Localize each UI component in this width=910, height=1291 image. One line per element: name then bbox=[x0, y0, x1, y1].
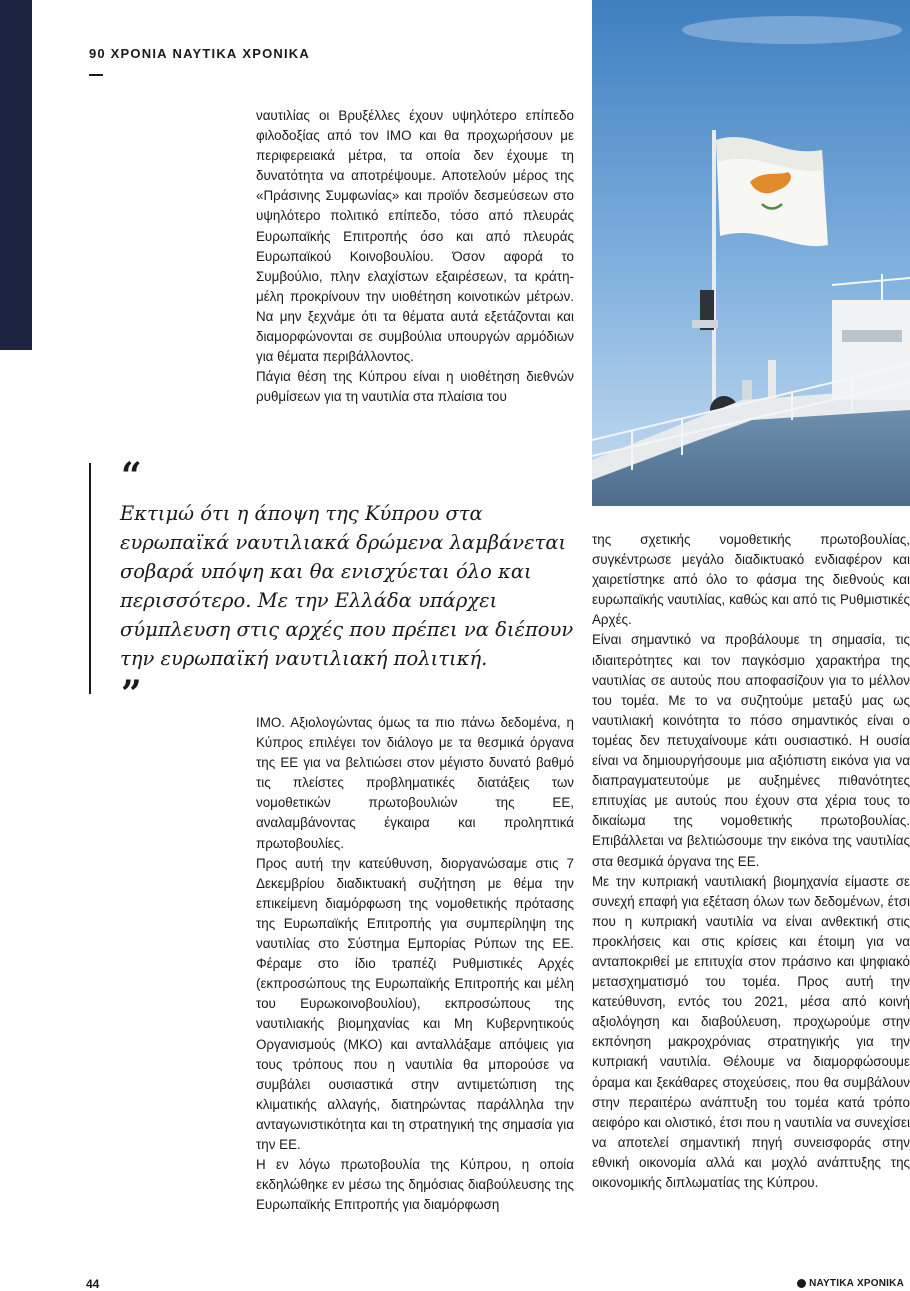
header-rule bbox=[89, 74, 103, 76]
paragraph: ΙΜΟ. Αξιολογώντας όμως τα πιο πάνω δεδομένα, η Κύπρος επιλέγει τον διάλογο με τα θεσμικά όργανα της ΕΕ για να βελτιώσει στον μέγιστο δυνατό βαθμό τις πλείστες προβληματικές διατάξεις των νομοθετικών πρωτοβουλιών της ΕΕ, αναλαμβάνοντας έγκαιρα και προληπτικά πρωτοβουλίες. bbox=[256, 715, 574, 851]
pull-quote-rule bbox=[89, 463, 91, 694]
open-quote-icon: “ bbox=[121, 455, 142, 497]
paragraph: Με την κυπριακή ναυτιλιακή βιομηχανία είμαστε σε συνεχή επαφή για εξέταση όλων των δεδομένων, έτσι που η κυπριακή ναυτιλία να είναι ανθεκτική στις προκλήσεις και στις κρίσεις και έτοιμη για να ανταποκριθεί με επιτυχία στον πράσινο και ψηφιακό μετασχηματισμό του τομέα. Προς αυτή την κατεύθυνση, εντός του 2021, μέσα από κοινή αξιολόγηση και διαβούλευση, προχωρούμε στην εκπόνηση μακροχρόνιας στρατηγικής για την κυπριακή ναυτιλία. Θέλουμε να διαμορφώσουμε όραμα και ξεκάθαρες στοχεύσεις, που θα συμβάλουν στην περαιτέρω ανάπτυξη του τομέα κατά τρόπο αειφόρο και ολιστικό, έτσι που η ναυτιλία να συνεχίσει να αποτελεί σημαντική πηγή συνεισφοράς στην εθνική οικονομία αλλά και μοχλό ανάπτυξης της οικονομικής διπλωματίας της Κύπρου. bbox=[592, 873, 910, 1190]
brand-name: ΝΑΥΤΙΚΑ ΧΡΟΝΙΚΑ bbox=[809, 1278, 904, 1289]
cyprus-flag-ship-photo bbox=[592, 0, 910, 506]
page-number: 44 bbox=[86, 1277, 100, 1291]
column-b bbox=[256, 713, 574, 1215]
column-a bbox=[256, 106, 574, 407]
paragraph: Είναι σημαντικό να προβάλουμε τη σημασία, τις ιδιαιτερότητες και τον παγκόσμιο χαρακτήρα της ναυτιλίας σε αυτούς που αποφασίζουν για το μέλλον του τομέα. Με το να συζητούμε μεταξύ μας ως ναυτιλιακή κοινότητα το πόσο σημαντικός είναι ο τομέας δεν πετυχαίνουμε κάτι ουσιαστικό. Η ουσία είναι να δημιουργήσουμε μια αξιόπιστη εικόνα για να διαπραγματευτούμε με αυξημένες πιθανότητες επιτυχίας με αυτούς που έχουν στα χέρια τους το δικαίωμα της νομοθετικής πρωτοβουλίας. Επιβάλλεται να βελτιώσουμε την εικόνα της ναυτιλίας στα θεσμικά όργανα της ΕΕ. bbox=[592, 632, 910, 869]
column-c bbox=[592, 530, 910, 1193]
side-accent-bar bbox=[0, 0, 32, 350]
brand-logo-icon bbox=[797, 1279, 806, 1288]
paragraph: της σχετικής νομοθετικής πρωτοβουλίας, συγκέντρωσε μεγάλο διαδικτυακό ενδιαφέρον και χαιρετίστηκε από όλο το φάσμα της διεθνούς και ευρωπαϊκής ναυτιλίας, καθώς και από τις Ρυθμιστικές Αρχές. bbox=[592, 532, 910, 628]
footer-brand bbox=[797, 1278, 904, 1289]
paragraph: Πάγια θέση της Κύπρου είναι η υιοθέτηση διεθνών ρυθμίσεων για τη ναυτιλία στα πλαίσια του bbox=[256, 369, 574, 405]
running-header: 90 ΧΡΟΝΙΑ ΝΑΥΤΙΚΑ ΧΡΟΝΙΚΑ bbox=[89, 46, 310, 61]
paragraph: Η εν λόγω πρωτοβουλία της Κύπρου, η οποία εκδηλώθηκε εν μέσω της δημόσιας διαβούλευσης της Ευρωπαϊκής Επιτροπής για διαμόρφωση bbox=[256, 1157, 574, 1213]
close-quote-icon: ” bbox=[121, 673, 142, 715]
paragraph: Προς αυτή την κατεύθυνση, διοργανώσαμε στις 7 Δεκεμβρίου διαδικτυακή συζήτηση με θέμα την επικείμενη διαμόρφωση της νομοθετικής πρότασης της Ευρωπαϊκής Επιτροπής για συμπερίληψη της ναυτιλίας στο Σύστημα Εμπορίας Ρύπων της ΕΕ. Φέραμε στο ίδιο τραπέζι Ρυθμιστικές Αρχές (εκπροσώπους της Ευρωπαϊκής Επιτροπής και μέλη του Ευρωκοινοβουλίου), εκπροσώπους της ναυτιλιακής βιομηχανίας και Μη Κυβερνητικούς Οργανισμούς (ΜΚΟ) και ανταλλάξαμε απόψεις για τους τρόπους που η ναυτιλία θα μπορούσε να συμβάλει ουσιαστικά στην αντιμετώπιση της κλιματικής αλλαγής, διατηρώντας παράλληλα την ανταγωνιστικότητα και τη στρατηγική της σημασία για την ΕΕ. bbox=[256, 855, 574, 1152]
paragraph: ναυτιλίας οι Βρυξέλλες έχουν υψηλότερο επίπεδο φιλοδοξίας από τον ΙΜΟ και θα προχωρήσουν με περιφερειακά μέτρα, τα οποία δεν έχουμε τη δυνατότητα να αποτρέψουμε. Αποτελούν μέρος της «Πράσινης Συμφωνίας» και προϊόν δεσμεύσεων στο υψηλότερο πολιτικό επίπεδο, τόσο από πλευράς Ευρωπαϊκής Επιτροπής όσο και από πλευράς Ευρωπαϊκού Κοινοβουλίου. Όσον αφορά το Συμβούλιο, πλην ελαχίστων εξαιρέσεων, τα κράτη-μέλη προκρίνουν την υιοθέτηση κοινοτικών μέτρων. Να μην ξεχνάμε ότι τα θέματα αυτά εξετάζονται και διαμορφώνονται σε συμβούλια υπουργών αρμόδιων για θέματα περιβάλλοντος. bbox=[256, 108, 574, 365]
pull-quote: Εκτιμώ ότι η άποψη της Κύπρου στα ευρωπαϊκά ναυτιλιακά δρώμενα λαμβάνεται σοβαρά υπόψη και θα ενισχύεται όλο και περισσότερο. Με την Ελλάδα υπάρχει σύμπλευση στις αρχές που πρέπει να διέπουν την ευρωπαϊκή ναυτιλιακή πολιτική. bbox=[120, 502, 574, 670]
